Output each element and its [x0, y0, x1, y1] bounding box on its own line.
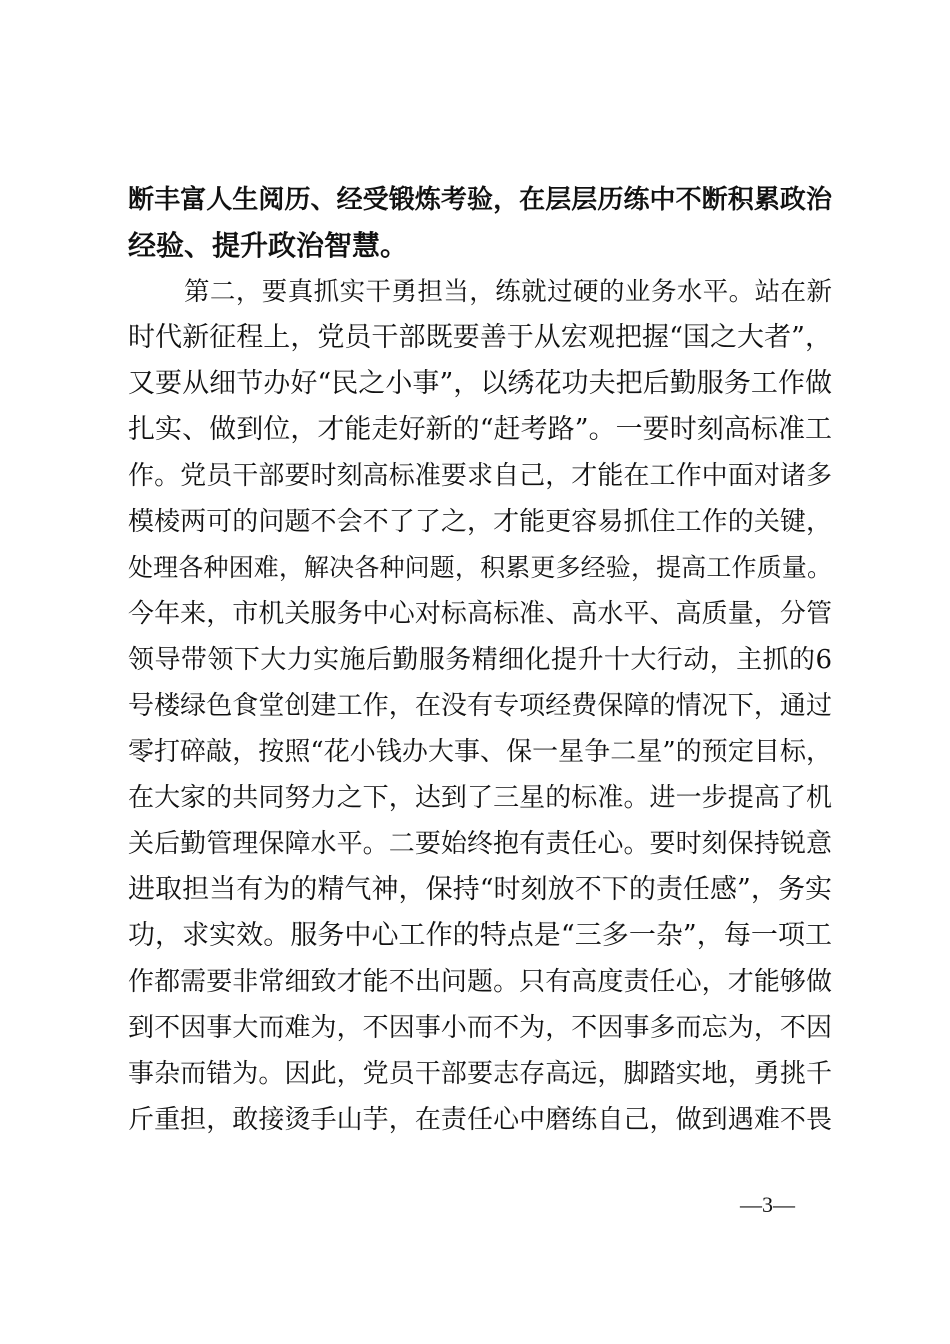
page-number: —3—	[740, 1192, 795, 1217]
text-line-2: 经验、提升政治智慧。	[128, 229, 409, 262]
text-line-13: 零打碎敲，按照“花小钱办大事、保一星争二星”的预定目标，	[128, 737, 832, 767]
text-line-5: 又要从细节办好“民之小事”，以绣花功夫把后勤服务工作做	[128, 368, 832, 399]
text-line-14: 在大家的共同努力之下，达到了三星的标准。进一步提高了机	[128, 783, 832, 813]
text-line-17: 功，求实效。服务中心工作的特点是“三多一杂”，每一项工	[128, 920, 832, 951]
text-line-1: 断丰富人生阅历、经受锻炼考验，在层层历练中不断积累政治	[128, 185, 832, 215]
text-line-19: 到不因事大而难为，不因事小而不为，不因事多而忘为，不因	[128, 1013, 832, 1043]
text-line-4: 时代新征程上，党员干部既要善于从宏观把握“国之大者”，	[128, 322, 832, 353]
text-line-18: 作都需要非常细致才能不出问题。只有高度责任心，才能够做	[128, 967, 832, 997]
text-line-6: 扎实、做到位，才能走好新的“赶考路”。一要时刻高标准工	[128, 414, 832, 445]
text-line-20: 事杂而错为。因此，党员干部要志存高远，脚踏实地，勇挑千	[128, 1059, 832, 1089]
text-line-11: 领导带领下大力实施后勤服务精细化提升十大行动，主抓的6	[128, 645, 832, 675]
text-line-15: 关后勤管理保障水平。二要始终抱有责任心。要时刻保持锐意	[128, 829, 832, 859]
text-line-7: 作。党员干部要时刻高标准要求自己，才能在工作中面对诸多	[128, 461, 832, 491]
text-line-8: 模棱两可的问题不会不了了之，才能更容易抓住工作的关键，	[128, 507, 832, 537]
text-line-21: 斤重担，敢接烫手山芋，在责任心中磨练自己，做到遇难不畏	[128, 1105, 832, 1135]
text-line-9: 处理各种困难，解决各种问题，积累更多经验，提高工作质量。	[128, 553, 832, 582]
text-line-3: 第二，要真抓实干勇担当，练就过硬的业务水平。站在新	[184, 277, 832, 307]
text-line-12: 号楼绿色食堂创建工作，在没有专项经费保障的情况下，通过	[128, 691, 832, 721]
text-line-16: 进取担当有为的精气神，保持“时刻放不下的责任感”，务实	[128, 874, 832, 905]
text-line-10: 今年来，市机关服务中心对标高标准、高水平、高质量，分管	[128, 599, 832, 629]
